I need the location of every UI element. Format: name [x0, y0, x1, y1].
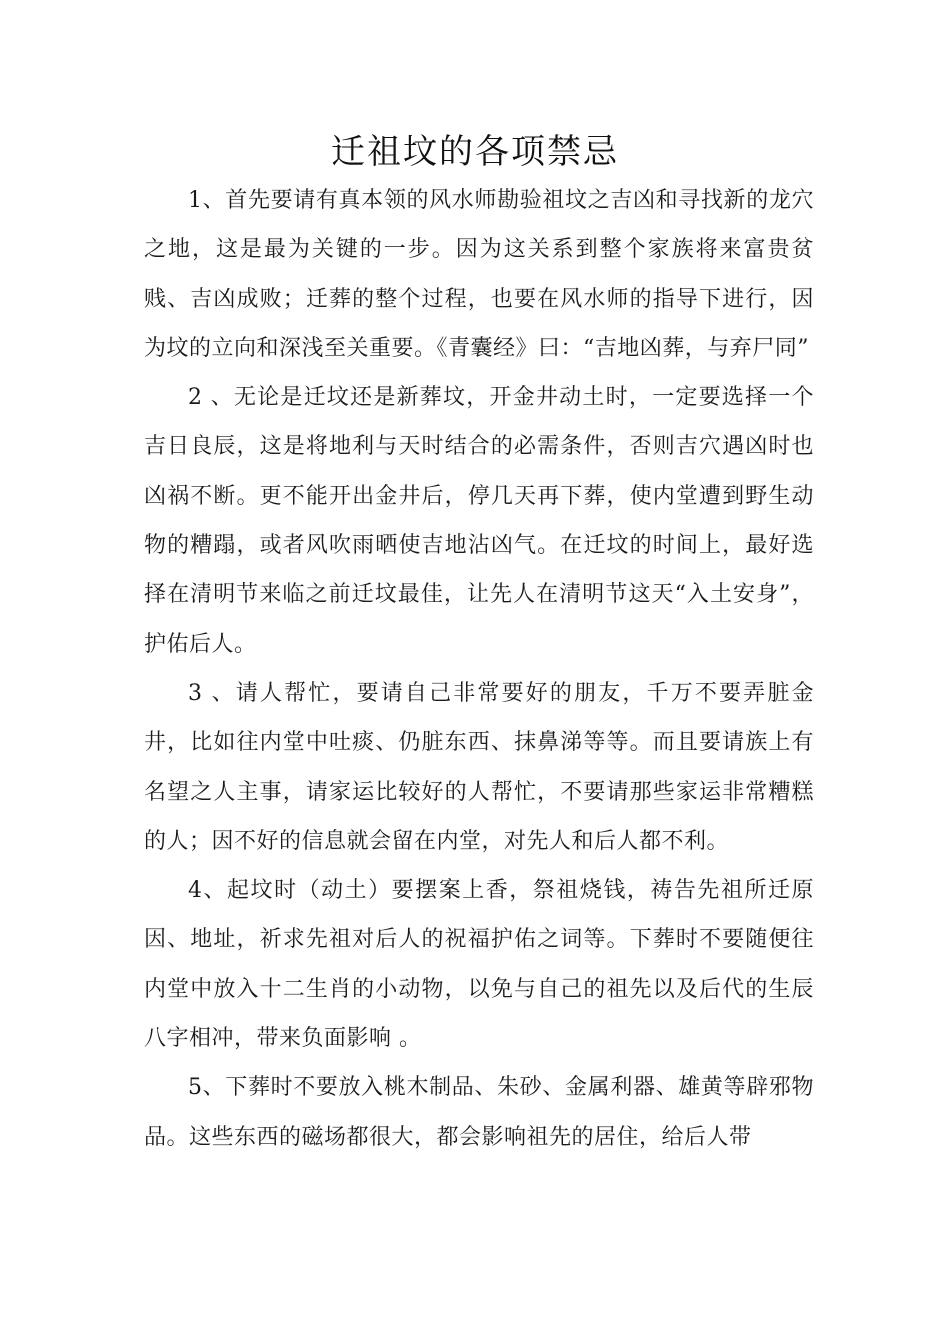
paragraph-2: 2 、无论是迁坟还是新葬坟，开金井动土时，一定要选择一个吉日良辰，这是将地利与天时结合的必需条件，否则吉穴遇凶时也凶祸不断。更不能开出金井后，停几天再下葬，使内堂遭到野生动物的糟蹋，或者风吹雨晒使吉地沾凶气。在迁坟的时间上，最好选择在清明节来临之前迁坟最佳，让先人在清明节这天“入土安身”，护佑后人。 [144, 385, 814, 657]
paragraph-5: 5、下葬时不要放入桃木制品、朱砂、金属利器、雄黄等辟邪物品。这些东西的磁场都很大，都会影响祖先的居住，给后人带 [144, 1075, 814, 1150]
document-title: 迁祖坟的各项禁忌 [331, 132, 619, 172]
paragraph-3: 3 、请人帮忙，要请自己非常要好的朋友，千万不要弄脏金井，比如往内堂中吐痰、仍脏东西、抹鼻涕等等。而且要请族上有名望之人主事，请家运比较好的人帮忙，不要请那些家运非常糟糕的人；因不好的信息就会留在内堂，对先人和后人都不利。 [144, 680, 814, 854]
document-body [144, 176, 814, 1162]
paragraph-4: 4、起坟时（动土）要摆案上香，祭祖烧钱，祷告先祖所迁原因、地址，祈求先祖对后人的祝福护佑之词等。下葬时不要随便往内堂中放入十二生肖的小动物，以免与自己的祖先以及后代的生辰八字相冲，带来负面影响 。 [144, 878, 814, 1052]
paragraph-1: 1、首先要请有真本领的风水师勘验祖坟之吉凶和寻找新的龙穴之地，这是最为关键的一步。因为这关系到整个家族将来富贵贫贱、吉凶成败；迁葬的整个过程，也要在风水师的指导下进行，因为坟的立向和深浅至关重要。《青囊经》曰：“吉地凶葬，与弃尸同” [144, 188, 814, 361]
